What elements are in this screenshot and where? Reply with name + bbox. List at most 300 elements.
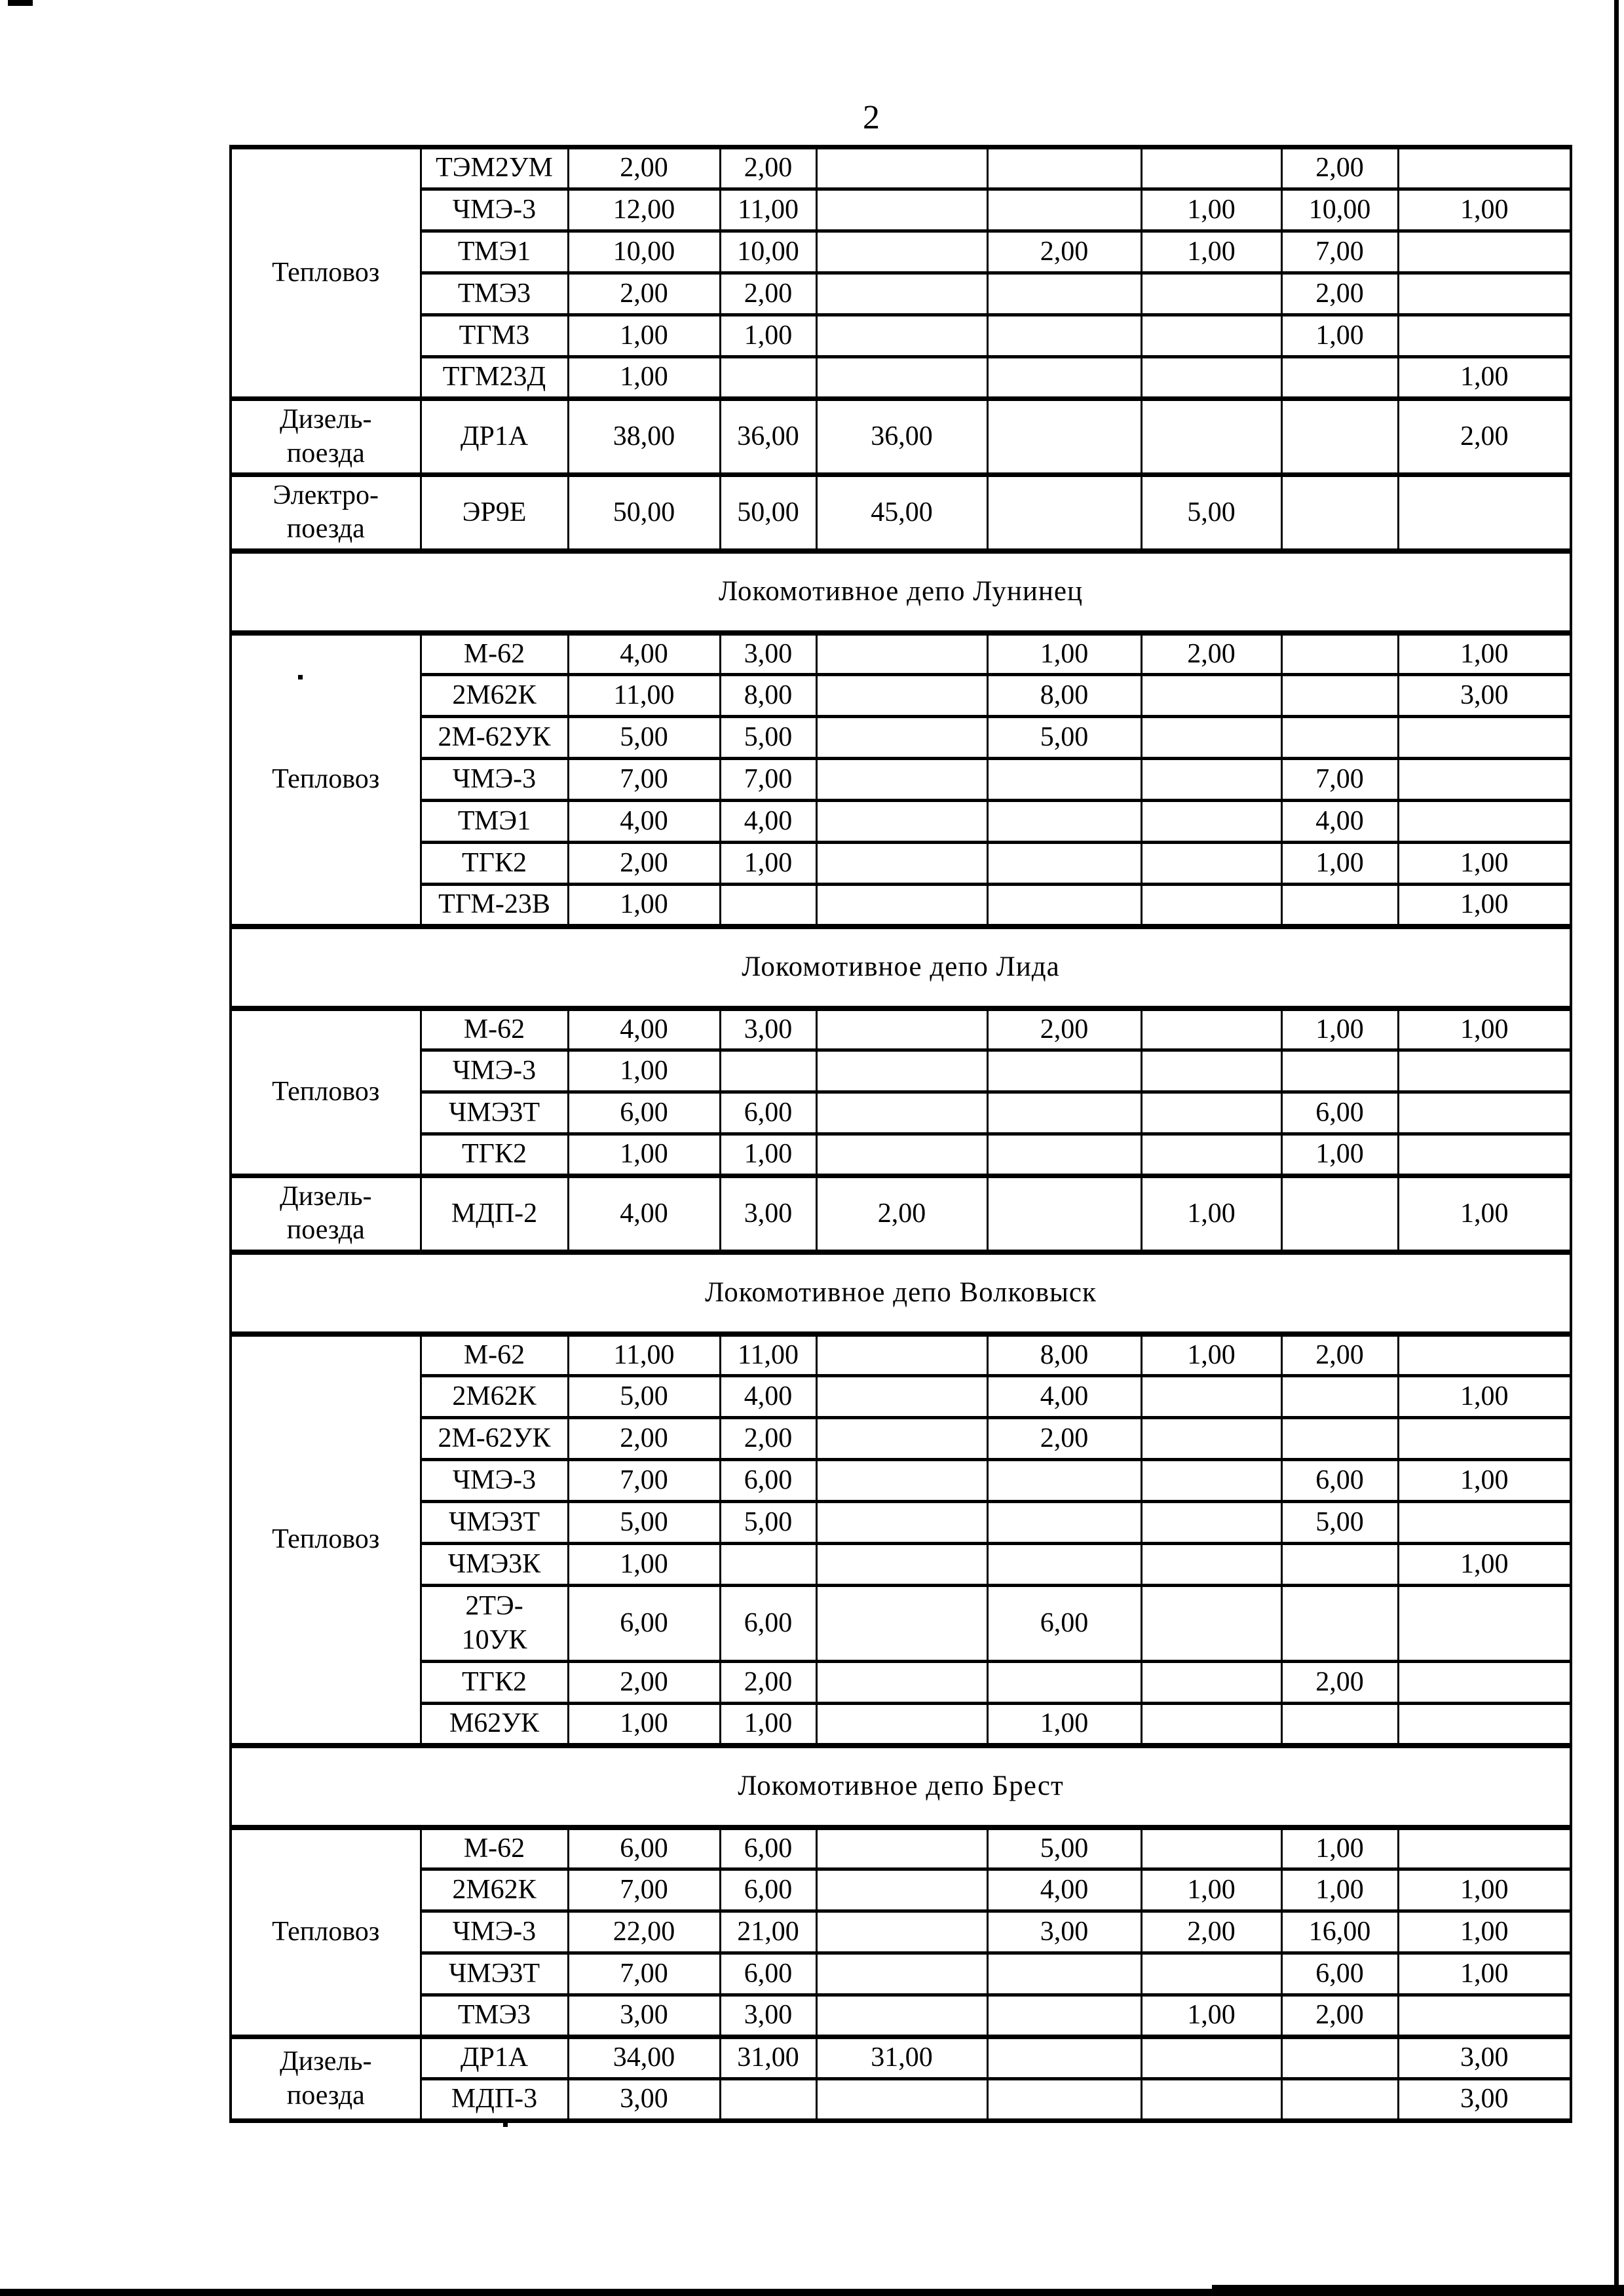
empty-cell: [987, 273, 1141, 315]
value-cell: 1,00: [720, 1704, 816, 1746]
table-row: [231, 633, 1571, 675]
empty-cell: [816, 231, 987, 273]
table-row: [231, 1662, 1571, 1704]
value-cell: 4,00: [720, 1376, 816, 1418]
model-cell: ТГМ3: [421, 315, 568, 357]
value-cell: 5,00: [987, 1827, 1141, 1869]
model-cell: 2М62К: [421, 675, 568, 717]
value-cell: 6,00: [987, 1586, 1141, 1662]
empty-cell: [1141, 1827, 1281, 1869]
model-cell: ТГМ23Д: [421, 357, 568, 399]
value-cell: 6,00: [720, 1092, 816, 1134]
model-cell: ТМЭ3: [421, 1995, 568, 2037]
empty-cell: [816, 147, 987, 189]
value-cell: 4,00: [568, 1008, 720, 1050]
model-cell: 2М-62УК: [421, 1418, 568, 1460]
value-cell: 1,00: [1398, 1176, 1571, 1252]
empty-cell: [1398, 759, 1571, 801]
empty-cell: [987, 1134, 1141, 1176]
value-cell: 11,00: [568, 1334, 720, 1376]
empty-cell: [1281, 1376, 1398, 1418]
value-cell: 6,00: [568, 1827, 720, 1869]
model-cell: ТГМ-23В: [421, 885, 568, 927]
value-cell: 1,00: [1141, 1334, 1281, 1376]
table-row: [231, 1704, 1571, 1746]
empty-cell: [816, 1050, 987, 1092]
value-cell: 34,00: [568, 2037, 720, 2079]
empty-cell: [1141, 675, 1281, 717]
empty-cell: [816, 1869, 987, 1911]
empty-cell: [1398, 1827, 1571, 1869]
model-cell: ЧМЭ3К: [421, 1544, 568, 1586]
model-cell: М62УК: [421, 1704, 568, 1746]
value-cell: 1,00: [1398, 1544, 1571, 1586]
value-cell: 11,00: [568, 675, 720, 717]
empty-cell: [987, 189, 1141, 231]
empty-cell: [816, 1586, 987, 1662]
value-cell: 2,00: [1141, 1911, 1281, 1953]
value-cell: 7,00: [1281, 231, 1398, 273]
empty-cell: [1141, 1704, 1281, 1746]
value-cell: 2,00: [987, 231, 1141, 273]
model-cell: 2М62К: [421, 1869, 568, 1911]
model-cell: ТГК2: [421, 1134, 568, 1176]
empty-cell: [987, 1995, 1141, 2037]
model-cell: ЧМЭ-3: [421, 1460, 568, 1502]
empty-cell: [816, 1502, 987, 1544]
value-cell: 6,00: [568, 1586, 720, 1662]
value-cell: 1,00: [1398, 1869, 1571, 1911]
value-cell: 7,00: [1281, 759, 1398, 801]
model-cell: ТМЭ1: [421, 231, 568, 273]
empty-cell: [816, 885, 987, 927]
empty-cell: [987, 315, 1141, 357]
value-cell: 1,00: [1398, 885, 1571, 927]
value-cell: 22,00: [568, 1911, 720, 1953]
table-row: [231, 2037, 1571, 2079]
empty-cell: [1398, 273, 1571, 315]
category-cell: Тепловоз: [231, 1008, 421, 1176]
section-header-row: [231, 551, 1571, 633]
category-cell: Дизель- поезда: [231, 2037, 421, 2121]
empty-cell: [1141, 2037, 1281, 2079]
value-cell: 1,00: [568, 1544, 720, 1586]
empty-cell: [1398, 1418, 1571, 1460]
empty-cell: [1141, 759, 1281, 801]
empty-cell: [816, 189, 987, 231]
table-row: [231, 759, 1571, 801]
value-cell: 50,00: [720, 475, 816, 551]
empty-cell: [720, 357, 816, 399]
category-cell: Тепловоз: [231, 1334, 421, 1746]
table-row: [231, 1995, 1571, 2037]
empty-cell: [1398, 1092, 1571, 1134]
empty-cell: [816, 1460, 987, 1502]
value-cell: 1,00: [1398, 843, 1571, 885]
value-cell: 8,00: [720, 675, 816, 717]
locomotive-table: [229, 145, 1572, 2123]
empty-cell: [1141, 1953, 1281, 1995]
empty-cell: [1141, 357, 1281, 399]
value-cell: 6,00: [1281, 1460, 1398, 1502]
value-cell: 4,00: [568, 801, 720, 843]
empty-cell: [816, 843, 987, 885]
empty-cell: [720, 1050, 816, 1092]
table-row: [231, 273, 1571, 315]
empty-cell: [1398, 1662, 1571, 1704]
empty-cell: [816, 1334, 987, 1376]
section-header-cell: Локомотивное депо Брест: [231, 1746, 1571, 1827]
value-cell: 4,00: [568, 633, 720, 675]
empty-cell: [1281, 1176, 1398, 1252]
value-cell: 3,00: [987, 1911, 1141, 1953]
value-cell: 12,00: [568, 189, 720, 231]
empty-cell: [987, 1502, 1141, 1544]
model-cell: 2М62К: [421, 1376, 568, 1418]
section-header-row: [231, 927, 1571, 1008]
model-cell: ЧМЭ3Т: [421, 1953, 568, 1995]
table-row: [231, 1827, 1571, 1869]
value-cell: 2,00: [1281, 1995, 1398, 2037]
empty-cell: [1141, 1050, 1281, 1092]
category-cell: Тепловоз: [231, 633, 421, 927]
value-cell: 1,00: [1141, 1995, 1281, 2037]
value-cell: 1,00: [1141, 189, 1281, 231]
value-cell: 2,00: [568, 1418, 720, 1460]
empty-cell: [1398, 1334, 1571, 1376]
model-cell: ТГК2: [421, 1662, 568, 1704]
empty-cell: [720, 885, 816, 927]
value-cell: 1,00: [1141, 1869, 1281, 1911]
empty-cell: [816, 633, 987, 675]
empty-cell: [1141, 1418, 1281, 1460]
value-cell: 2,00: [987, 1418, 1141, 1460]
value-cell: 1,00: [1141, 231, 1281, 273]
value-cell: 1,00: [568, 1050, 720, 1092]
value-cell: 1,00: [720, 1134, 816, 1176]
empty-cell: [1398, 1134, 1571, 1176]
empty-cell: [1398, 1586, 1571, 1662]
value-cell: 8,00: [987, 675, 1141, 717]
value-cell: 6,00: [720, 1460, 816, 1502]
empty-cell: [1141, 1662, 1281, 1704]
empty-cell: [1141, 1376, 1281, 1418]
table-row: [231, 357, 1571, 399]
empty-cell: [987, 475, 1141, 551]
empty-cell: [1281, 475, 1398, 551]
value-cell: 1,00: [1281, 843, 1398, 885]
value-cell: 21,00: [720, 1911, 816, 1953]
empty-cell: [1141, 801, 1281, 843]
model-cell: М-62: [421, 1827, 568, 1869]
table-row: [231, 1586, 1571, 1662]
table-row: [231, 231, 1571, 273]
model-cell: ТМЭ3: [421, 273, 568, 315]
value-cell: 6,00: [1281, 1953, 1398, 1995]
value-cell: 1,00: [1281, 1008, 1398, 1050]
value-cell: 11,00: [720, 1334, 816, 1376]
value-cell: 2,00: [568, 843, 720, 885]
value-cell: 3,00: [568, 2079, 720, 2121]
value-cell: 1,00: [1141, 1176, 1281, 1252]
value-cell: 6,00: [720, 1953, 816, 1995]
value-cell: 2,00: [1281, 147, 1398, 189]
category-cell: Тепловоз: [231, 147, 421, 399]
empty-cell: [1281, 1418, 1398, 1460]
model-cell: ЧМЭ3Т: [421, 1092, 568, 1134]
empty-cell: [1281, 1586, 1398, 1662]
empty-cell: [1398, 231, 1571, 273]
empty-cell: [816, 1953, 987, 1995]
empty-cell: [1281, 2079, 1398, 2121]
value-cell: 5,00: [987, 717, 1141, 759]
value-cell: 3,00: [1398, 675, 1571, 717]
empty-cell: [987, 1662, 1141, 1704]
value-cell: 4,00: [568, 1176, 720, 1252]
category-cell: Тепловоз: [231, 1827, 421, 2037]
depot-table-body: [231, 147, 1571, 2121]
empty-cell: [987, 843, 1141, 885]
empty-cell: [1281, 357, 1398, 399]
value-cell: 5,00: [568, 1502, 720, 1544]
model-cell: 2ТЭ- 10УК: [421, 1586, 568, 1662]
empty-cell: [1281, 1544, 1398, 1586]
empty-cell: [987, 1544, 1141, 1586]
value-cell: 1,00: [1281, 1869, 1398, 1911]
value-cell: 2,00: [568, 1662, 720, 1704]
value-cell: 1,00: [987, 1704, 1141, 1746]
value-cell: 5,00: [720, 717, 816, 759]
empty-cell: [1281, 399, 1398, 475]
table-row: [231, 1953, 1571, 1995]
empty-cell: [1141, 843, 1281, 885]
empty-cell: [816, 1134, 987, 1176]
table-row: [231, 843, 1571, 885]
value-cell: 38,00: [568, 399, 720, 475]
empty-cell: [1141, 1092, 1281, 1134]
empty-cell: [1398, 315, 1571, 357]
model-cell: М-62: [421, 1008, 568, 1050]
value-cell: 1,00: [1398, 1008, 1571, 1050]
value-cell: 8,00: [987, 1334, 1141, 1376]
table-row: [231, 1050, 1571, 1092]
empty-cell: [1141, 717, 1281, 759]
empty-cell: [816, 1376, 987, 1418]
empty-cell: [816, 717, 987, 759]
value-cell: 4,00: [987, 1376, 1141, 1418]
value-cell: 3,00: [720, 1995, 816, 2037]
value-cell: 1,00: [568, 357, 720, 399]
table-row: [231, 675, 1571, 717]
section-header-cell: Локомотивное депо Лунинец: [231, 551, 1571, 633]
empty-cell: [1398, 1502, 1571, 1544]
scan-artifact-speck: [503, 2123, 508, 2127]
empty-cell: [1398, 147, 1571, 189]
model-cell: ЭР9Е: [421, 475, 568, 551]
empty-cell: [816, 1995, 987, 2037]
model-cell: ДР1А: [421, 2037, 568, 2079]
value-cell: 31,00: [816, 2037, 987, 2079]
empty-cell: [816, 1911, 987, 1953]
table-row: [231, 717, 1571, 759]
empty-cell: [816, 1008, 987, 1050]
value-cell: 3,00: [720, 1176, 816, 1252]
value-cell: 50,00: [568, 475, 720, 551]
empty-cell: [1281, 675, 1398, 717]
value-cell: 3,00: [720, 633, 816, 675]
empty-cell: [816, 801, 987, 843]
table-row: [231, 189, 1571, 231]
value-cell: 7,00: [568, 1869, 720, 1911]
section-header-cell: Локомотивное депо Лида: [231, 927, 1571, 1008]
empty-cell: [1398, 801, 1571, 843]
empty-cell: [987, 147, 1141, 189]
value-cell: 6,00: [568, 1092, 720, 1134]
value-cell: 1,00: [1398, 1376, 1571, 1418]
value-cell: 1,00: [1398, 357, 1571, 399]
empty-cell: [816, 759, 987, 801]
value-cell: 1,00: [720, 315, 816, 357]
value-cell: 6,00: [720, 1586, 816, 1662]
table-row: [231, 399, 1571, 475]
table-row: [231, 1502, 1571, 1544]
value-cell: 5,00: [568, 1376, 720, 1418]
empty-cell: [1141, 147, 1281, 189]
value-cell: 7,00: [568, 1460, 720, 1502]
model-cell: ЧМЭ3Т: [421, 1502, 568, 1544]
value-cell: 5,00: [720, 1502, 816, 1544]
value-cell: 2,00: [720, 1418, 816, 1460]
value-cell: 1,00: [568, 315, 720, 357]
empty-cell: [1281, 1050, 1398, 1092]
value-cell: 11,00: [720, 189, 816, 231]
empty-cell: [1141, 399, 1281, 475]
empty-cell: [987, 1953, 1141, 1995]
model-cell: МДП-2: [421, 1176, 568, 1252]
empty-cell: [987, 399, 1141, 475]
value-cell: 1,00: [1398, 1460, 1571, 1502]
section-header-cell: Локомотивное депо Волковыск: [231, 1252, 1571, 1334]
value-cell: 1,00: [1398, 1911, 1571, 1953]
model-cell: ЧМЭ-3: [421, 189, 568, 231]
empty-cell: [816, 675, 987, 717]
empty-cell: [1141, 1008, 1281, 1050]
value-cell: 4,00: [1281, 801, 1398, 843]
value-cell: 1,00: [1281, 1827, 1398, 1869]
value-cell: 5,00: [1281, 1502, 1398, 1544]
value-cell: 2,00: [1141, 633, 1281, 675]
category-cell: Дизель- поезда: [231, 1176, 421, 1252]
value-cell: 2,00: [816, 1176, 987, 1252]
table-row: [231, 2079, 1571, 2121]
category-cell: Дизель- поезда: [231, 399, 421, 475]
value-cell: 1,00: [1398, 1953, 1571, 1995]
category-cell: Электро- поезда: [231, 475, 421, 551]
model-cell: М-62: [421, 633, 568, 675]
page-number: 2: [863, 99, 880, 136]
model-cell: ЧМЭ-3: [421, 759, 568, 801]
empty-cell: [816, 1544, 987, 1586]
empty-cell: [987, 2079, 1141, 2121]
value-cell: 7,00: [568, 759, 720, 801]
empty-cell: [987, 2037, 1141, 2079]
empty-cell: [1281, 633, 1398, 675]
empty-cell: [1141, 1544, 1281, 1586]
table-row: [231, 1334, 1571, 1376]
table-row: [231, 801, 1571, 843]
empty-cell: [1281, 885, 1398, 927]
value-cell: 6,00: [720, 1869, 816, 1911]
value-cell: 5,00: [568, 717, 720, 759]
table-row: [231, 1092, 1571, 1134]
value-cell: 5,00: [1141, 475, 1281, 551]
empty-cell: [1141, 1502, 1281, 1544]
empty-cell: [1141, 2079, 1281, 2121]
empty-cell: [1281, 717, 1398, 759]
value-cell: 7,00: [568, 1953, 720, 1995]
table-row: [231, 1134, 1571, 1176]
model-cell: 2М-62УК: [421, 717, 568, 759]
value-cell: 2,00: [568, 147, 720, 189]
model-cell: ТГК2: [421, 843, 568, 885]
empty-cell: [987, 1092, 1141, 1134]
empty-cell: [987, 801, 1141, 843]
model-cell: ДР1А: [421, 399, 568, 475]
value-cell: 2,00: [1281, 273, 1398, 315]
empty-cell: [816, 1092, 987, 1134]
value-cell: 2,00: [568, 273, 720, 315]
empty-cell: [1398, 475, 1571, 551]
value-cell: 6,00: [720, 1827, 816, 1869]
empty-cell: [816, 1704, 987, 1746]
value-cell: 4,00: [987, 1869, 1141, 1911]
value-cell: 1,00: [720, 843, 816, 885]
value-cell: 2,00: [720, 1662, 816, 1704]
scan-artifact-top-left: [8, 0, 33, 6]
model-cell: МДП-3: [421, 2079, 568, 2121]
value-cell: 1,00: [568, 1704, 720, 1746]
empty-cell: [720, 2079, 816, 2121]
table-row: [231, 315, 1571, 357]
empty-cell: [987, 759, 1141, 801]
table-row: [231, 1911, 1571, 1953]
value-cell: 2,00: [1281, 1334, 1398, 1376]
table-row: [231, 1869, 1571, 1911]
value-cell: 36,00: [720, 399, 816, 475]
value-cell: 1,00: [568, 885, 720, 927]
value-cell: 3,00: [720, 1008, 816, 1050]
value-cell: 1,00: [1281, 1134, 1398, 1176]
model-cell: ЧМЭ-3: [421, 1050, 568, 1092]
value-cell: 10,00: [720, 231, 816, 273]
empty-cell: [987, 1176, 1141, 1252]
empty-cell: [1141, 1134, 1281, 1176]
empty-cell: [720, 1544, 816, 1586]
section-header-row: [231, 1252, 1571, 1334]
value-cell: 6,00: [1281, 1092, 1398, 1134]
value-cell: 2,00: [720, 273, 816, 315]
empty-cell: [1141, 273, 1281, 315]
model-cell: ТМЭ1: [421, 801, 568, 843]
value-cell: 31,00: [720, 2037, 816, 2079]
value-cell: 1,00: [1398, 189, 1571, 231]
table-row: [231, 1376, 1571, 1418]
model-cell: ЧМЭ-3: [421, 1911, 568, 1953]
empty-cell: [1141, 885, 1281, 927]
value-cell: 4,00: [720, 801, 816, 843]
empty-cell: [816, 1418, 987, 1460]
table-row: [231, 147, 1571, 189]
